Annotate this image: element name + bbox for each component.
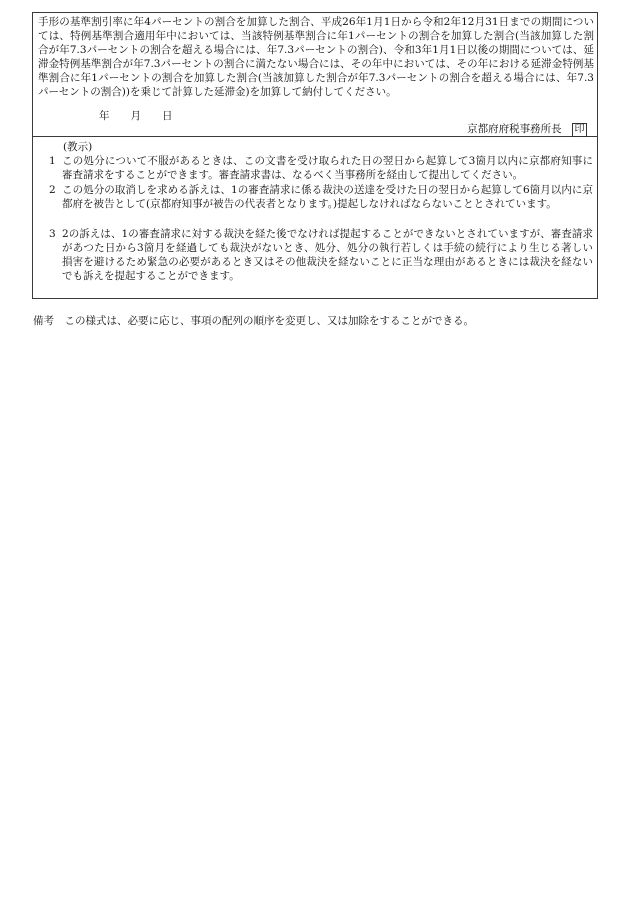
instruction-item: [49, 154, 593, 182]
issue-date-line: 年 月 日: [99, 110, 173, 122]
instruction-text: 2の訴えは、1の審査請求に対する裁決を経た後でなければ提起することができないとされていますが、審査請求があつた日から3箇月を経過しても裁決がないとき、処分、処分の執行若しくは手続の続行により生じる著しい損害を避けるため緊急の必要があるとき又はその他裁決を経ないことに正当な理由があるときには裁決を経ないでも訴えを提起することができます。: [62, 228, 593, 282]
instruction-number: 3: [49, 228, 56, 240]
form-remark: 備考 この様式は、必要に応じ、事項の配列の順序を変更し、又は加除をすることができる。: [33, 315, 474, 327]
instruction-item: [49, 227, 593, 283]
notice-body-section: [33, 13, 597, 137]
notice-form-frame: [32, 12, 598, 299]
instruction-text: この処分の取消しを求める訴えは、1の審査請求に係る裁決の送達を受けた日の翌日から起算して6箇月以内に京都府を被告として(京都府知事が被告の代表者となります。)提起しなければならないこととされています。: [62, 184, 593, 210]
tax-office-name: 京都府府税事務所長: [467, 123, 562, 135]
instruction-text: この処分について不服があるときは、この文書を受け取られた日の翌日から起算して3箇月以内に京都府知事に審査請求をすることができます。審査請求書は、なるべく当事務所を経由して提出してください。: [62, 155, 593, 181]
instructions-heading: (教示): [63, 141, 93, 153]
delinquency-notice-text: 手形の基準割引率に年4パーセントの割合を加算した割合、平成26年1月1日から令和2年12月31日までの期間については、特例基準割合適用年中においては、当該特例基準割合に年1パーセントの割合を加算した割合(当該加算した割合が年7.3パーセントの割合を超える場合には、年7.3パーセントの割合)、令和3年1月1日以後の期間については、延滞金特例基準割合が年7.3パーセントの割合に満たない場合には、その年中においては、その年における延滞金特例基準割合に年1パーセントの割合を加算した割合(当該加算した割合が年7.3パーセントの割合を超える場合には、年7.3パーセントの割合))を乗じて計算した延滞金)を加算して納付してください。: [38, 16, 594, 98]
office-signature: [467, 122, 587, 137]
seal-mark: 印: [572, 123, 587, 137]
instruction-number: 1: [49, 155, 56, 167]
instruction-item: [49, 183, 593, 211]
instruction-number: 2: [49, 184, 56, 196]
